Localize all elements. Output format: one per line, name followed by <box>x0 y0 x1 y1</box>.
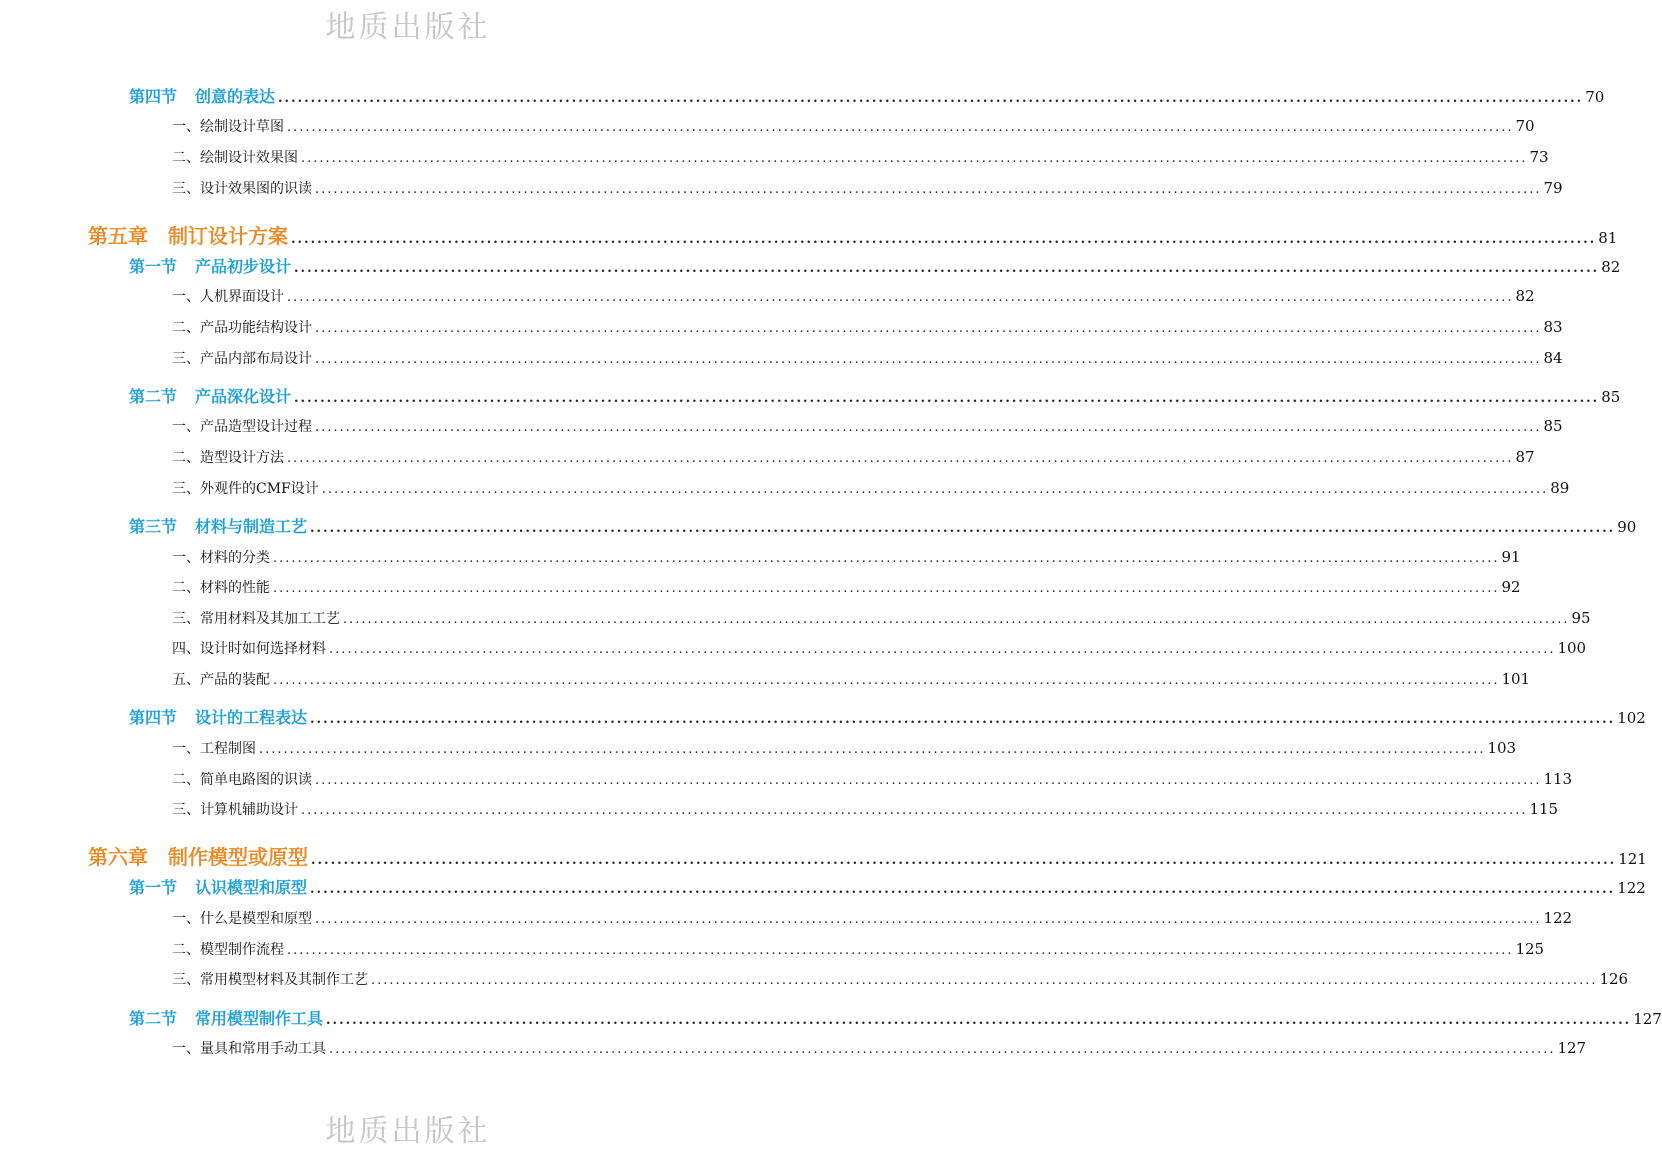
toc-item[interactable] <box>172 114 1535 138</box>
leader-dots: ........................................................................................................................................................................................................ <box>310 882 1616 897</box>
section-number: 第一节 <box>129 257 178 276</box>
page-number: 92 <box>1501 578 1521 596</box>
page-number: 83 <box>1543 318 1563 336</box>
leader-dots: ........................................................................................................................................................................................................ <box>321 482 1549 497</box>
toc-chapter[interactable] <box>88 845 1647 869</box>
page-number: 84 <box>1543 349 1563 367</box>
toc-entry-label <box>129 1007 323 1031</box>
toc-item[interactable] <box>172 1036 1587 1060</box>
section-number: 第四节 <box>129 87 178 106</box>
toc-entry-label: 三、常用材料及其加工工艺 <box>172 611 340 627</box>
page-number: 89 <box>1550 479 1570 497</box>
toc-section[interactable] <box>129 706 1646 730</box>
section-title: 认识模型和原型 <box>195 878 308 897</box>
toc-chapter[interactable] <box>88 224 1618 248</box>
toc-entry-label: 三、产品内部布局设计 <box>172 351 312 367</box>
toc-entry-label: 一、什么是模型和原型 <box>172 911 312 927</box>
toc-item[interactable] <box>172 176 1563 200</box>
page-number: 103 <box>1487 739 1517 757</box>
page-number: 79 <box>1543 179 1563 197</box>
toc-item[interactable] <box>172 797 1559 821</box>
page-number: 85 <box>1601 388 1621 406</box>
section-title: 创意的表达 <box>195 87 276 106</box>
toc-entry-label: 三、外观件的CMF设计 <box>172 481 319 497</box>
toc-entry-label: 一、量具和常用手动工具 <box>172 1041 326 1057</box>
toc-section[interactable] <box>129 385 1621 409</box>
page-number: 126 <box>1599 970 1629 988</box>
chapter-number: 第六章 <box>88 845 148 869</box>
toc-entry-label: 一、绘制设计草图 <box>172 119 284 135</box>
toc-item[interactable] <box>172 636 1587 660</box>
toc-item[interactable] <box>172 767 1573 791</box>
toc-entry-label <box>88 845 308 869</box>
leader-dots: ........................................................................................................................................................................................................ <box>310 521 1616 536</box>
page-number: 87 <box>1515 448 1535 466</box>
page-number: 85 <box>1543 417 1563 435</box>
toc-entry-label <box>129 706 307 730</box>
section-number: 第四节 <box>129 708 178 727</box>
toc-item[interactable] <box>172 937 1545 961</box>
page-number: 95 <box>1571 609 1591 627</box>
toc-item[interactable] <box>172 667 1531 691</box>
page-number: 122 <box>1617 879 1646 897</box>
toc-entry-label: 三、设计效果图的识读 <box>172 181 312 197</box>
leader-dots: ........................................................................................................................................................................................................ <box>310 712 1616 727</box>
chapter-title: 制订设计方案 <box>168 224 288 248</box>
toc-item[interactable] <box>172 414 1563 438</box>
toc-item[interactable] <box>172 284 1535 308</box>
leader-dots: ........................................................................................................................................................................................................ <box>329 642 1556 657</box>
leader-dots: ........................................................................................................................................................................................................ <box>371 973 1598 988</box>
leader-dots: ........................................................................................................................................................................................................ <box>278 91 1584 106</box>
page-number: 91 <box>1501 548 1521 566</box>
toc-item[interactable] <box>172 736 1517 760</box>
page-number: 122 <box>1543 909 1573 927</box>
section-title: 产品初步设计 <box>195 257 292 276</box>
leader-dots: ........................................................................................................................................................................................................ <box>294 391 1600 406</box>
toc-entry-label <box>129 255 291 279</box>
toc-entry-label: 二、绘制设计效果图 <box>172 150 298 166</box>
section-number: 第三节 <box>129 517 178 536</box>
toc-entry-label <box>129 385 291 409</box>
section-title: 设计的工程表达 <box>195 708 308 727</box>
toc-entry-label <box>88 224 288 248</box>
chapter-number: 第五章 <box>88 224 148 248</box>
watermark-top: 地质出版社 <box>325 10 491 45</box>
page-number: 82 <box>1601 258 1621 276</box>
leader-dots: ........................................................................................................................................................................................................ <box>315 321 1542 336</box>
page-number: 113 <box>1543 770 1573 788</box>
toc-section[interactable] <box>129 876 1646 900</box>
toc-item[interactable] <box>172 346 1563 370</box>
leader-dots: ........................................................................................................................................................................................................ <box>273 581 1500 596</box>
toc-entry-label: 四、设计时如何选择材料 <box>172 641 326 657</box>
chapter-title: 制作模型或原型 <box>168 845 308 869</box>
leader-dots: ........................................................................................................................................................................................................ <box>315 912 1542 927</box>
page-number: 70 <box>1585 88 1605 106</box>
section-title: 材料与制造工艺 <box>195 517 308 536</box>
leader-dots: ........................................................................................................................................................................................................ <box>326 1013 1632 1028</box>
toc-section[interactable] <box>129 515 1637 539</box>
leader-dots: ........................................................................................................................................................................................................ <box>291 232 1597 247</box>
leader-dots: ........................................................................................................................................................................................................ <box>343 612 1570 627</box>
page-number: 121 <box>1618 850 1647 868</box>
toc-item[interactable] <box>172 575 1521 599</box>
leader-dots: ........................................................................................................................................................................................................ <box>287 290 1514 305</box>
toc-entry-label: 一、材料的分类 <box>172 550 270 566</box>
toc-entry-label: 三、常用模型材料及其制作工艺 <box>172 972 368 988</box>
toc-entry-label: 二、模型制作流程 <box>172 942 284 958</box>
leader-dots: ........................................................................................................................................................................................................ <box>329 1042 1556 1057</box>
toc-entry-label <box>129 85 275 109</box>
leader-dots: ........................................................................................................................................................................................................ <box>311 853 1617 868</box>
toc-item[interactable] <box>172 476 1570 500</box>
page-number: 127 <box>1633 1010 1662 1028</box>
page-number: 81 <box>1598 229 1618 247</box>
page-number: 73 <box>1529 148 1549 166</box>
toc-section[interactable] <box>129 85 1605 109</box>
page-number: 127 <box>1557 1039 1587 1057</box>
toc-entry-label: 一、产品造型设计过程 <box>172 419 312 435</box>
leader-dots: ........................................................................................................................................................................................................ <box>287 120 1514 135</box>
toc-entry-label <box>129 515 307 539</box>
toc-section[interactable] <box>129 255 1621 279</box>
section-title: 产品深化设计 <box>195 387 292 406</box>
toc-entry-label: 二、简单电路图的识读 <box>172 772 312 788</box>
leader-dots: ........................................................................................................................................................................................................ <box>273 673 1500 688</box>
leader-dots: ........................................................................................................................................................................................................ <box>294 261 1600 276</box>
page-number: 125 <box>1515 940 1545 958</box>
toc-entry-label: 一、人机界面设计 <box>172 289 284 305</box>
toc-entry-label: 二、产品功能结构设计 <box>172 320 312 336</box>
leader-dots: ........................................................................................................................................................................................................ <box>301 803 1528 818</box>
page-number: 90 <box>1617 518 1637 536</box>
section-number: 第二节 <box>129 387 178 406</box>
section-number: 第二节 <box>129 1009 178 1028</box>
toc-item[interactable] <box>172 545 1521 569</box>
page-number: 70 <box>1515 117 1535 135</box>
toc-item[interactable] <box>172 906 1573 930</box>
leader-dots: ........................................................................................................................................................................................................ <box>315 182 1542 197</box>
toc-entry-label: 一、工程制图 <box>172 741 256 757</box>
page-number: 100 <box>1557 639 1587 657</box>
toc-item[interactable] <box>172 145 1549 169</box>
leader-dots: ........................................................................................................................................................................................................ <box>315 773 1542 788</box>
toc-item[interactable] <box>172 445 1535 469</box>
toc-item[interactable] <box>172 606 1591 630</box>
toc-entry-label: 二、材料的性能 <box>172 580 270 596</box>
leader-dots: ........................................................................................................................................................................................................ <box>301 151 1528 166</box>
toc-entry-label <box>129 876 307 900</box>
toc-section[interactable] <box>129 1007 1662 1031</box>
page-number: 102 <box>1617 709 1646 727</box>
page-number: 82 <box>1515 287 1535 305</box>
toc-entry-label: 二、造型设计方法 <box>172 450 284 466</box>
page-number: 115 <box>1529 800 1559 818</box>
watermark-bottom: 地质出版社 <box>325 1114 491 1149</box>
toc-item[interactable] <box>172 967 1629 991</box>
leader-dots: ........................................................................................................................................................................................................ <box>287 451 1514 466</box>
leader-dots: ........................................................................................................................................................................................................ <box>315 352 1542 367</box>
leader-dots: ........................................................................................................................................................................................................ <box>273 551 1500 566</box>
toc-entry-label: 三、计算机辅助设计 <box>172 802 298 818</box>
page-number: 101 <box>1501 670 1531 688</box>
toc-item[interactable] <box>172 315 1563 339</box>
leader-dots: ........................................................................................................................................................................................................ <box>259 742 1486 757</box>
section-number: 第一节 <box>129 878 178 897</box>
toc-entry-label: 五、产品的装配 <box>172 672 270 688</box>
leader-dots: ........................................................................................................................................................................................................ <box>315 420 1542 435</box>
leader-dots: ........................................................................................................................................................................................................ <box>287 943 1514 958</box>
section-title: 常用模型制作工具 <box>195 1009 324 1028</box>
